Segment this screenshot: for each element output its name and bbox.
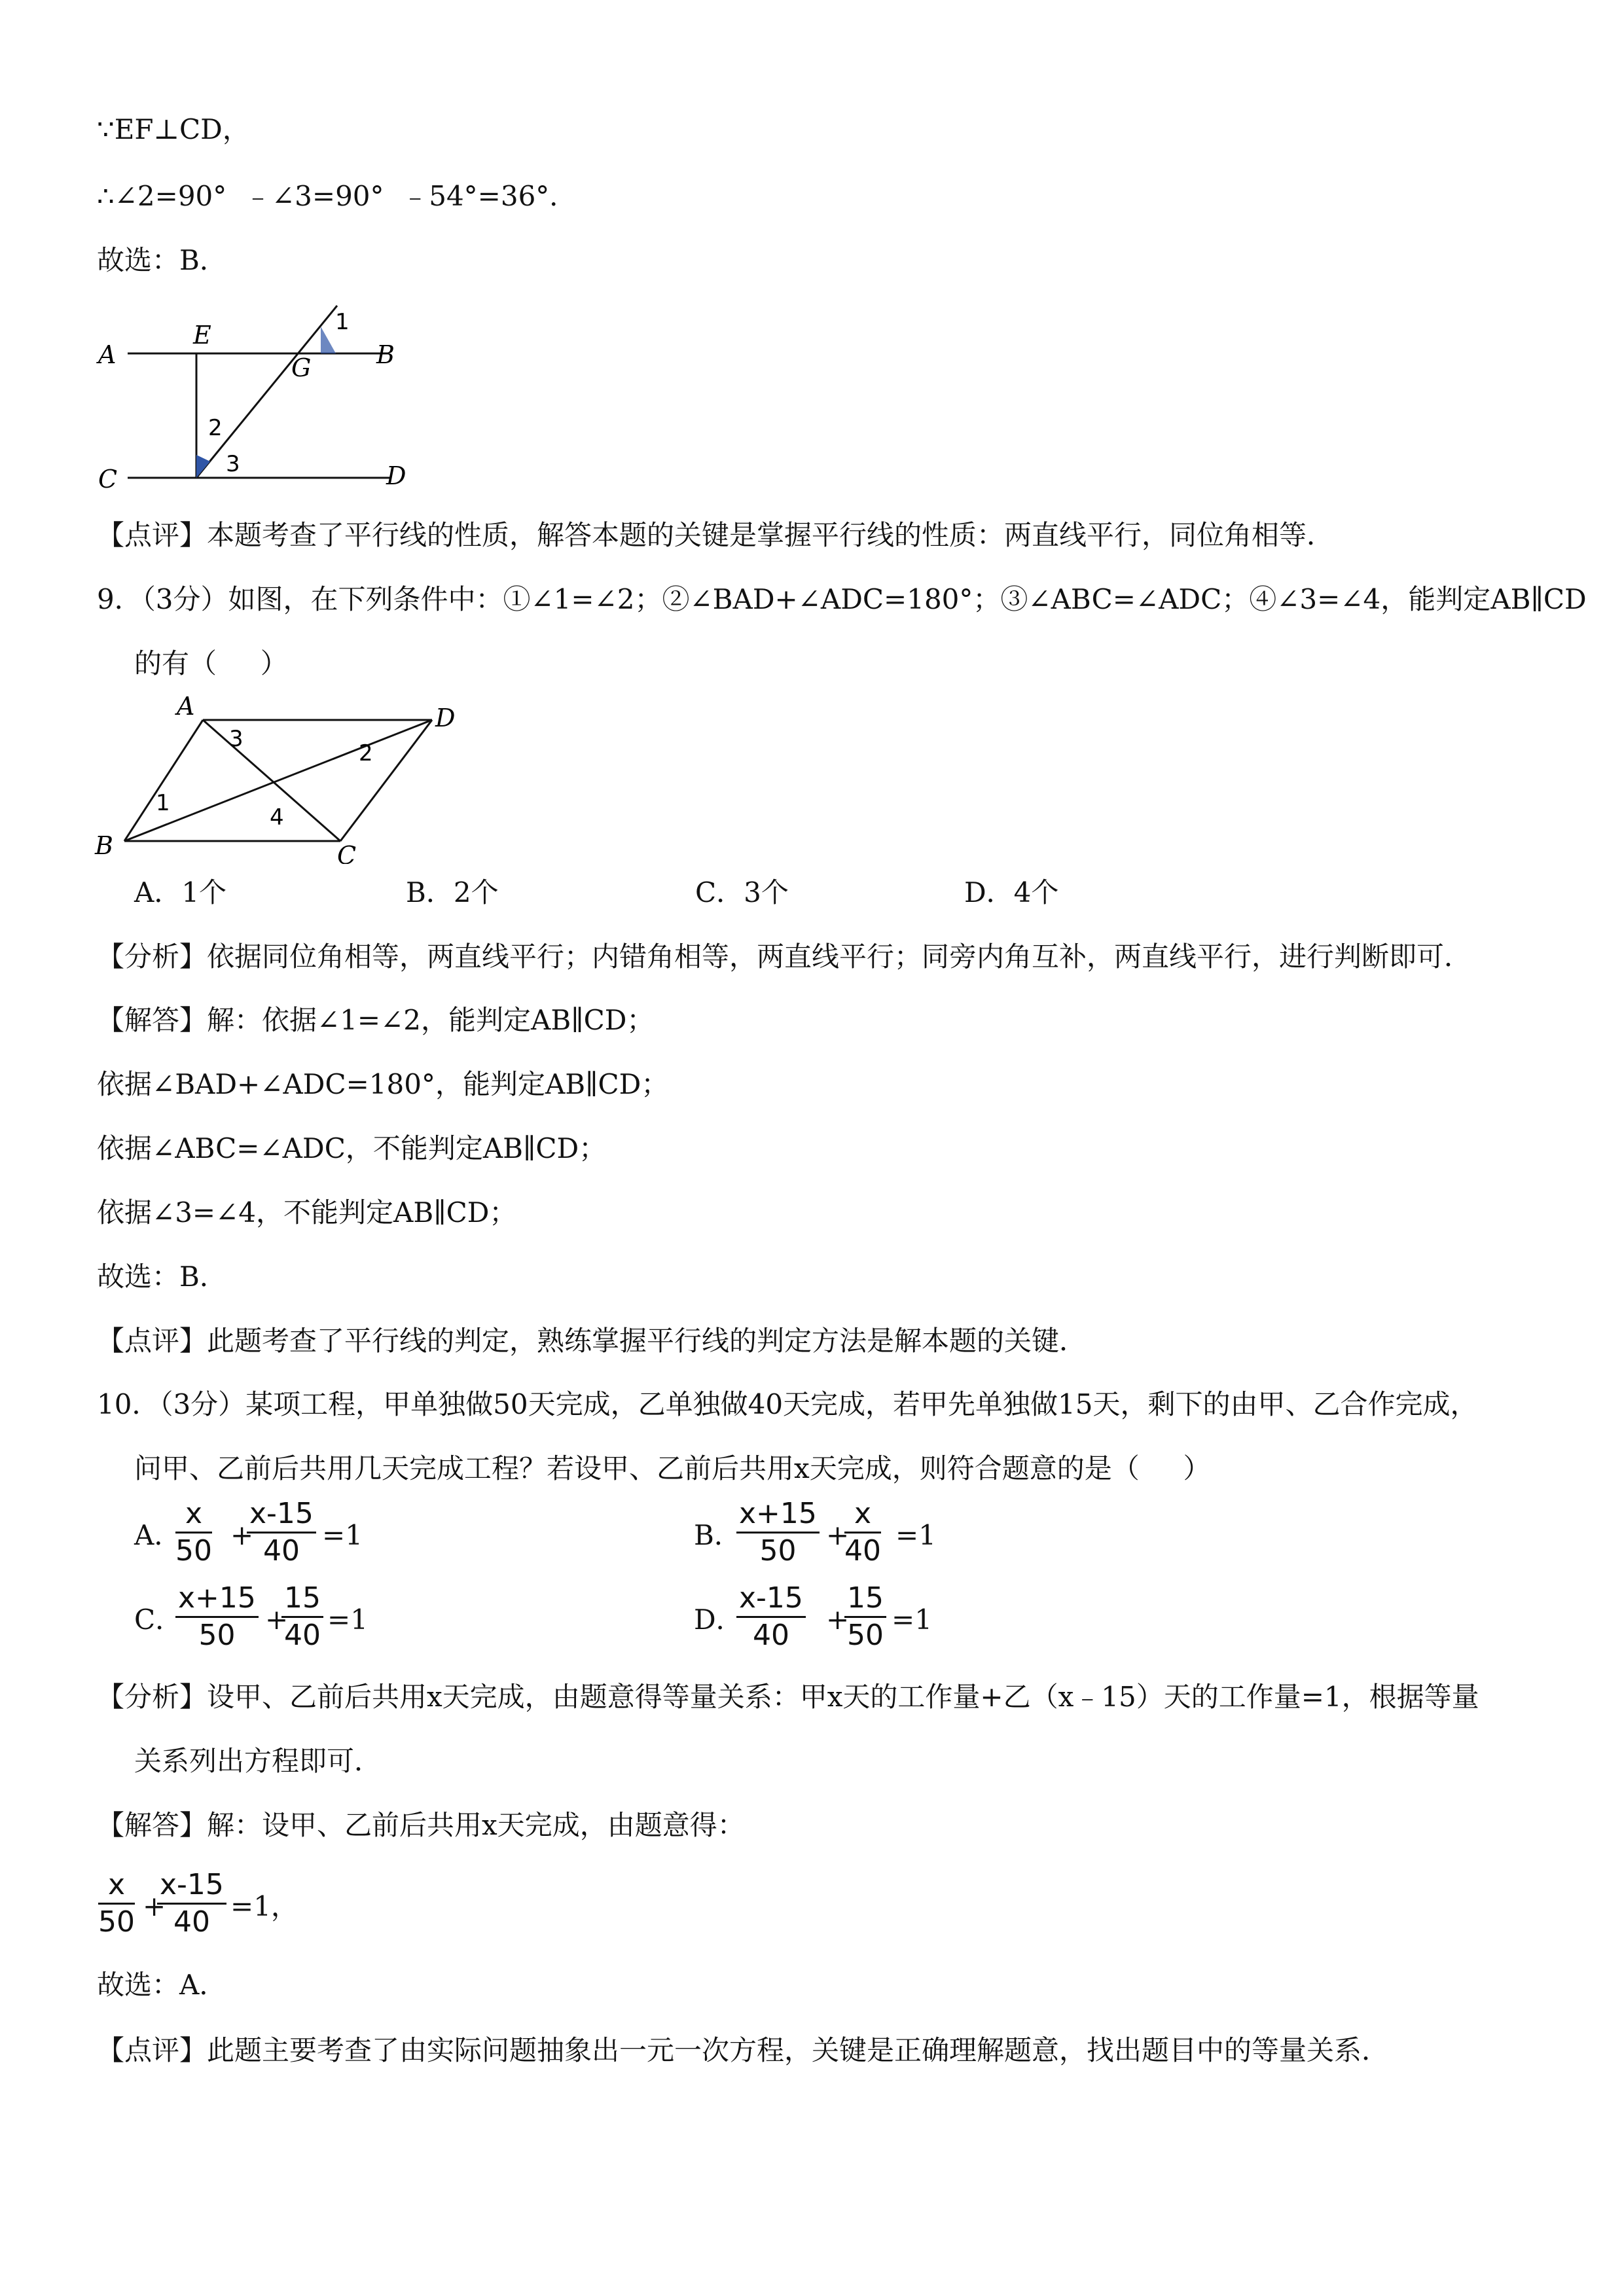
q10-option-c-frac2: 15 40 <box>281 1581 323 1653</box>
q9-answer-3: 依据∠ABC=∠ADC，不能判定AB∥CD； <box>97 1132 607 1164</box>
q10-option-a-frac1: x 50 <box>175 1497 212 1568</box>
q10-eq-plus: + <box>143 1890 166 1922</box>
q9-answer-5: 故选：B． <box>97 1261 227 1293</box>
q10-analysis-2: 关系列出方程即可． <box>134 1745 382 1777</box>
q8-label-B: B <box>376 340 395 369</box>
q8-line-1: ∵EF⊥CD， <box>97 113 250 145</box>
q8-line-2: ∴∠2=90° ﹣∠3=90° ﹣54°=36°． <box>97 180 577 212</box>
q9-option-d: D．4个 <box>964 876 1059 908</box>
q10-eq-frac2: x-15 40 <box>157 1867 226 1940</box>
q9-label-A: A <box>177 694 195 721</box>
q10-stem-2: 问甲、乙前后共用几天完成工程？若设甲、乙前后共用x天完成，则符合题意的是（ ） <box>134 1452 1211 1484</box>
q10-option-a-eq: =1 <box>322 1519 363 1551</box>
q10-option-a-frac2: x-15 40 <box>247 1496 316 1569</box>
q9-option-b: B．2个 <box>406 876 499 908</box>
q10-option-d-label: D． <box>694 1604 744 1636</box>
q9-answer-1: 【解答】解：依据∠1=∠2，能判定AB∥CD； <box>97 1004 655 1036</box>
q9-answer-4: 依据∠3=∠4，不能判定AB∥CD； <box>97 1196 517 1229</box>
q9-label-2: 2 <box>359 740 373 766</box>
q10-option-b-plus: + <box>826 1519 850 1551</box>
q10-eq-frac1: x 50 <box>98 1868 135 1939</box>
q10-choose: 故选：A． <box>97 1969 227 2001</box>
q9-option-a: A．1个 <box>134 876 227 908</box>
q10-option-b-eq: =1 <box>895 1519 936 1551</box>
q10-option-d-eq: =1 <box>892 1604 932 1636</box>
q10-option-a-plus: + <box>230 1519 254 1551</box>
q10-option-d-frac1: x-15 40 <box>736 1581 806 1653</box>
q9-analysis: 【分析】依据同位角相等，两直线平行；内错角相等，两直线平行；同旁内角互补，两直线平行，进行判断即可． <box>97 941 1472 973</box>
q10-review: 【点评】此题主要考查了由实际问题抽象出一元一次方程，关键是正确理解题意，找出题目中的等量关系． <box>97 2034 1390 2066</box>
q8-label-1: 1 <box>335 309 350 335</box>
q10-option-d-plus: + <box>826 1604 850 1636</box>
q8-label-2: 2 <box>208 415 223 441</box>
q10-option-c-plus: + <box>265 1604 289 1636</box>
q10-analysis-1: 【分析】设甲、乙前后共用x天完成，由题意得等量关系：甲x天的工作量+乙（x﹣15）天的工作量=1，根据等量 <box>97 1681 1479 1713</box>
q10-option-c-frac1: x+15 50 <box>175 1581 259 1653</box>
q8-figure <box>92 298 425 494</box>
q8-label-G: G <box>291 353 312 382</box>
q9-label-B: B <box>95 831 113 860</box>
q9-label-1: 1 <box>156 790 170 816</box>
q8-label-3: 3 <box>226 451 240 477</box>
q8-label-C: C <box>98 465 118 493</box>
q10-option-c-label: C． <box>134 1604 183 1636</box>
q9-review: 【点评】此题考查了平行线的判定，熟练掌握平行线的判定方法是解本题的关键． <box>97 1325 1087 1357</box>
q10-option-c-eq: =1 <box>327 1604 368 1636</box>
q9-label-3: 3 <box>229 726 244 752</box>
q10-option-d-frac2: 15 50 <box>844 1581 886 1653</box>
q10-eq-tail: =1， <box>230 1890 298 1922</box>
q9-stem-1: 9．（3分）如图，在下列条件中：①∠1=∠2；②∠BAD+∠ADC=180°；③∠ABC=∠ADC；④∠3=∠4，能判定AB∥CD <box>97 583 1587 615</box>
q10-option-b-frac2: x 40 <box>844 1497 881 1568</box>
q10-option-b-frac1: x+15 50 <box>736 1496 820 1569</box>
q8-label-D: D <box>386 461 406 490</box>
q9-option-c: C．3个 <box>695 876 789 908</box>
q10-option-b-label: B． <box>694 1519 742 1551</box>
q9-label-C: C <box>337 841 357 864</box>
q9-label-4: 4 <box>270 804 284 831</box>
q9-answer-2: 依据∠BAD+∠ADC=180°，能判定AB∥CD； <box>97 1068 669 1100</box>
q9-figure <box>92 694 458 864</box>
q8-label-E: E <box>193 321 211 350</box>
q10-stem-1: 10．（3分）某项工程，甲单独做50天完成，乙单独做40天完成，若甲先单独做15天，剩下的由甲、乙合作完成， <box>97 1388 1478 1420</box>
q10-answer-1: 【解答】解：设甲、乙前后共用x天完成，由题意得： <box>97 1809 745 1841</box>
q10-option-a-label: A． <box>134 1519 182 1551</box>
q9-stem-2: 的有（ ） <box>134 647 288 679</box>
q9-label-D: D <box>435 704 456 732</box>
q8-review: 【点评】本题考查了平行线的性质，解答本题的关键是掌握平行线的性质：两直线平行，同位角相等． <box>97 519 1335 551</box>
q8-label-A: A <box>98 340 117 369</box>
q8-line-3: 故选：B． <box>97 244 227 276</box>
